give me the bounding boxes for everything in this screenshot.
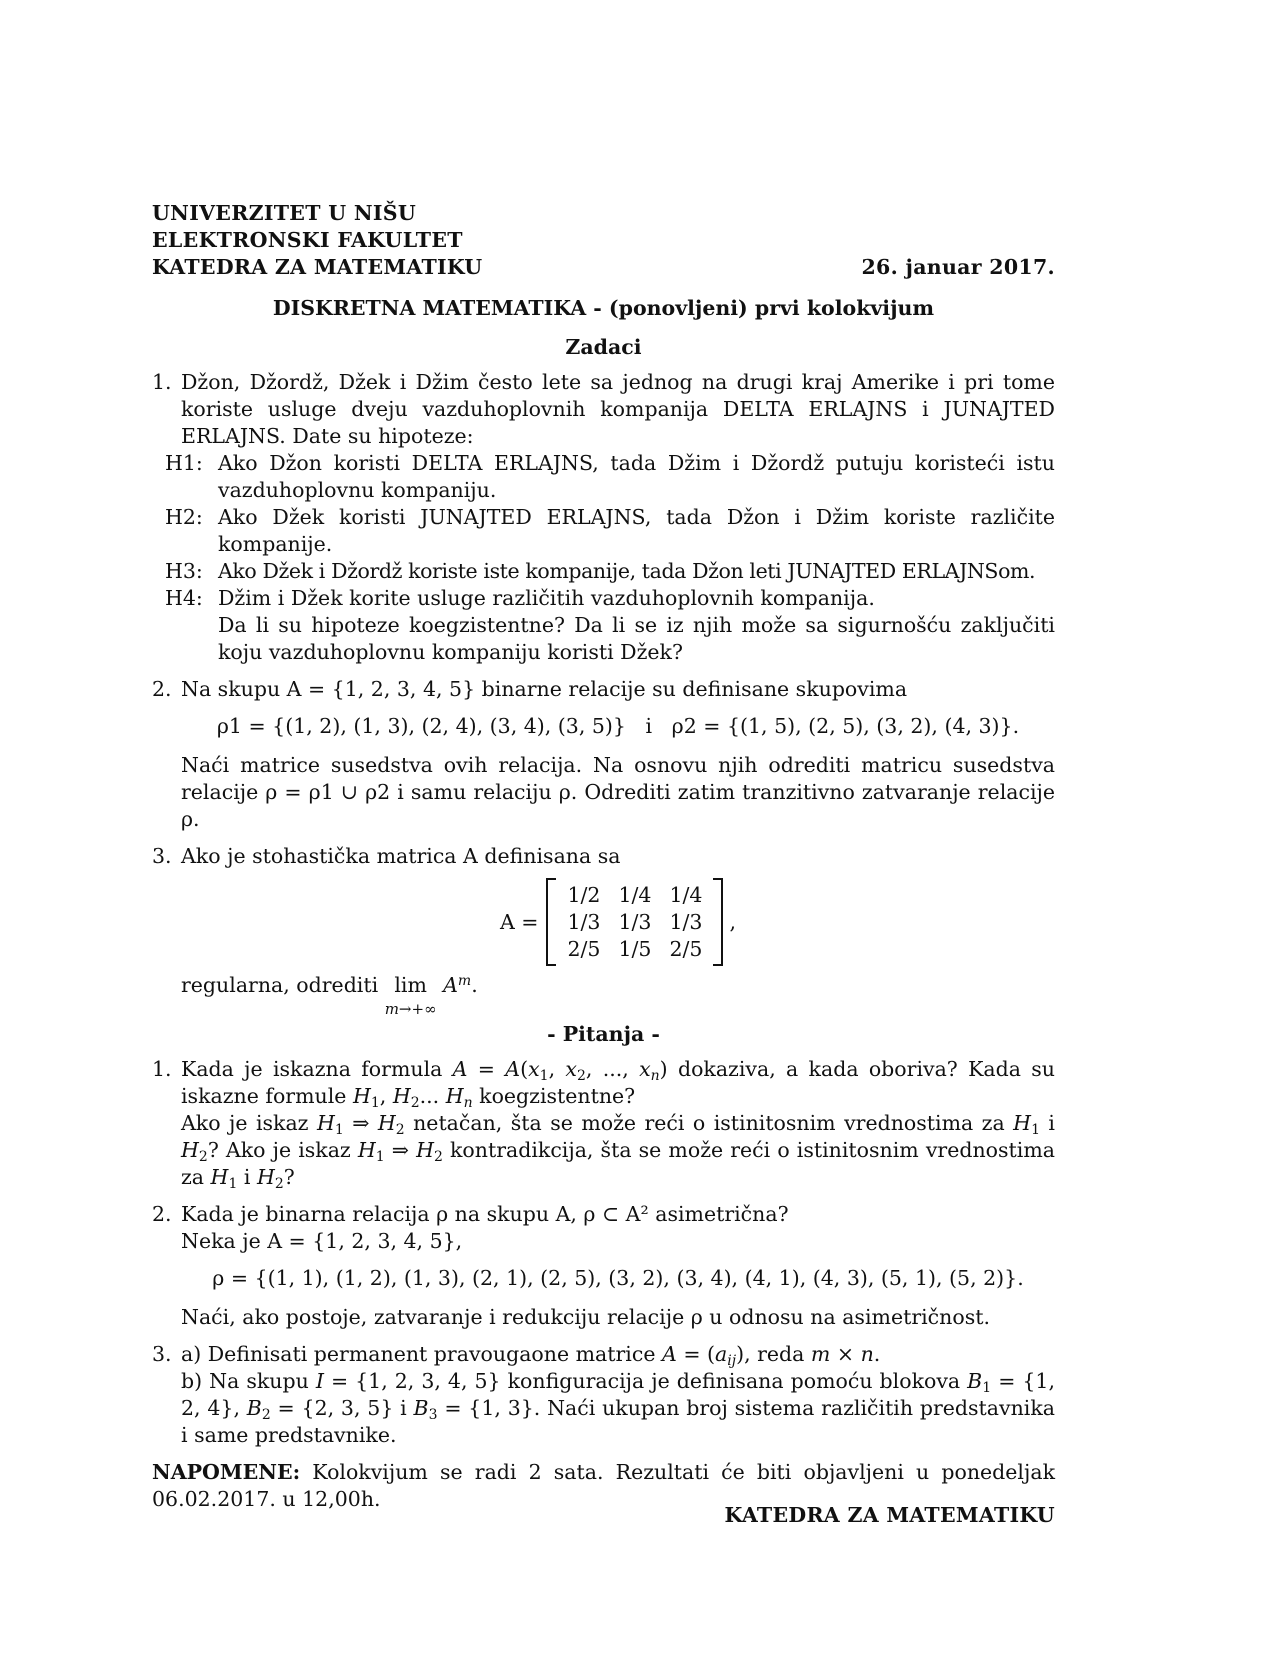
stochastic-matrix [181, 878, 1055, 966]
question-2-line-1: Kada je binarna relacija ρ na skupu A, ρ ⊂ A² asimetrična? [181, 1202, 789, 1226]
matrix-cell: 1/5 [618, 936, 652, 961]
lim-text: lim [394, 973, 427, 997]
university-name: UNIVERZITET U NIŠU [152, 201, 417, 225]
exam-page [152, 200, 1056, 1527]
hypothesis-text: Džim i Džek korite usluge različitih vazduhoplovnih kompanija. [218, 586, 875, 610]
task-3 [152, 843, 1055, 1019]
hypothesis-label: H4: [165, 586, 203, 610]
matrix-cell: 1/4 [669, 882, 703, 907]
task-1-question [152, 612, 1055, 666]
exam-title: DISKRETNA MATEMATIKA - (ponovljeni) prvi kolokvijum [272, 296, 935, 320]
hypothesis-label: H2: [165, 505, 203, 529]
lim-subscript: m→+∞ [384, 1000, 437, 1018]
task-1 [152, 369, 1055, 450]
question-2-task: Naći, ako postoje, zatvaranje i redukciju relacije ρ u odnosu na asimetričnost. [181, 1305, 990, 1329]
matrix-cell: 1/3 [567, 909, 601, 934]
question-3-text: a) Definisati permanent pravougaone matrice $A = (a_{ij})$, reda m × n. b) Na skupu I = {1, 2, 3, 4, 5} konfiguracija je definisana pomoću blokova $B_1 = \{1$, 2, 4}, $B_2 = \{2$, 3, 5} i $B_3 = \{1$, 3}. Naći ukupan broj sistema različitih predstavnika i same predstavnike. [181, 1342, 1056, 1447]
matrix-cell: 2/5 [567, 936, 601, 961]
task-2-body: Naći matrice susedstva ovih relacija. Na osnovu njih odrediti matricu susedstva relacije ρ = ρ1 ∪ ρ2 i samu relaciju ρ. Odrediti zatim tranzitivno zatvaranje relacije ρ. [181, 753, 1055, 831]
asymmetric-relation: ρ = {(1, 1), (1, 2), (1, 3), (2, 1), (2, 5), (3, 2), (3, 4), (4, 1), (4, 3), (5, 1), (5, 2)}. [212, 1266, 1024, 1290]
rho2-definition: ρ2 = {(1, 5), (2, 5), (3, 2), (4, 3)}. [671, 714, 1020, 738]
question-2 [152, 1201, 1055, 1331]
matrix-row [558, 909, 711, 936]
question-3 [152, 1341, 1055, 1449]
hypothesis-4 [152, 585, 1055, 612]
question-number: 3. [152, 1342, 172, 1366]
task-1-question-text: Da li su hipoteze koegzistentne? Da li se iz njih može sa sigurnošću zaključiti koju vazduhoplovnu kompaniju koristi Džek? [218, 613, 1055, 664]
hypothesis-1 [152, 450, 1055, 504]
matrix-cell: 2/5 [669, 936, 703, 961]
lim-expression: A [443, 973, 458, 997]
tasks-heading: Zadaci [565, 335, 642, 359]
task-number: 3. [152, 844, 172, 868]
matrix-table [558, 882, 711, 963]
limit-line: regularna, odrediti lim m→+∞ $A^m$. [181, 973, 478, 1018]
matrix-cell: 1/4 [618, 882, 652, 907]
questions-heading: - Pitanja - [547, 1022, 660, 1046]
matrix-cell: 1/2 [567, 882, 601, 907]
question-number: 1. [152, 1057, 172, 1081]
task-1-intro: Džon, Džordž, Džek i Džim često lete sa jednog na drugi kraj Amerike i pri tome koriste usluge dveju vazduhoplovnih kompanija DELTA ERLAJNS i JUNAJTED ERLAJNS. Date su hipoteze: [181, 370, 1055, 448]
matrix-suffix: , [729, 909, 737, 934]
right-bracket [713, 878, 723, 966]
header-line-3 [152, 254, 1055, 281]
limit-operator [385, 972, 437, 1019]
hypothesis-text: Ako Džek koristi JUNAJTED ERLAJNS, tada Džon i Džim koriste različite kompanije. [218, 505, 1055, 556]
matrix-row [558, 936, 711, 963]
notes-text: Kolokvijum se radi 2 sata. Rezultati će biti objavljeni u ponedeljak 06.02.2017. u 12,00h. [152, 1460, 1055, 1511]
relations-equation [181, 713, 1055, 740]
task-number: 1. [152, 370, 172, 394]
hypothesis-label: H1: [165, 451, 203, 475]
footer-department: KATEDRA ZA MATEMATIKU [724, 1503, 1055, 1527]
question-1 [152, 1056, 1055, 1191]
faculty-name: ELEKTRONSKI FAKULTET [152, 228, 463, 252]
task-number: 2. [152, 677, 172, 701]
matrix-cell: 1/3 [669, 909, 703, 934]
hypothesis-text: Ako Džek i Džordž koriste iste kompanije, tada Džon leti JUNAJTED ERLAJNSom. [218, 559, 1036, 583]
matrix-cell: 1/3 [618, 909, 652, 934]
lim-exponent: m [457, 973, 472, 989]
set-a: A = {1, 2, 3, 4, 5} [286, 677, 476, 701]
task-2 [152, 676, 1055, 833]
hypothesis-2 [152, 504, 1055, 558]
left-bracket [546, 878, 556, 966]
exam-date: 26. januar 2017. [861, 255, 1055, 279]
conjunction: i [645, 714, 653, 738]
matrix-row [558, 882, 711, 909]
rho1-definition: ρ1 = {(1, 2), (1, 3), (2, 4), (3, 4), (3, 5)} [216, 714, 626, 738]
hypothesis-text: Ako Džon koristi DELTA ERLAJNS, tada Džim i Džordž putuju koristeći istu vazduhoplovnu kompaniju. [218, 451, 1055, 502]
question-number: 2. [152, 1202, 172, 1226]
question-2-line-2: Neka je A = {1, 2, 3, 4, 5}, [181, 1229, 463, 1253]
header-line-1 [152, 200, 1055, 227]
task-3-intro: Ako je stohastička matrica A definisana sa [181, 844, 621, 868]
task-2-intro: Na skupu A = {1, 2, 3, 4, 5} binarne relacije su definisane skupovima [181, 677, 908, 701]
matrix-label: A = [499, 909, 539, 934]
department-name: KATEDRA ZA MATEMATIKU [152, 255, 483, 279]
hypothesis-label: H3: [165, 559, 203, 583]
question-1-text: Kada je iskazna formula $A = A(x_1$, $x_2$, ..., $x_n$) dokaziva, a kada oboriva? Kada su iskazne formule $H_1$, $H_2$... $H_n$ koegzistentne? Ako je iskaz $H_1$ ⇒ $H_2$ netačan, šta se može reći o istinitosnim vrednostima za $H_1$ i $H_2$? Ako je iskaz $H_1$ ⇒ $H_2$ kontradikcija, šta se može reći o istinitosnim vrednostima za $H_1$ i $H_2$? [181, 1057, 1056, 1192]
limit-intro: regularna, odrediti [181, 973, 379, 997]
notes-label: NAPOMENE: [152, 1460, 301, 1484]
header-line-2 [152, 227, 1055, 254]
hypothesis-3 [152, 558, 1055, 585]
